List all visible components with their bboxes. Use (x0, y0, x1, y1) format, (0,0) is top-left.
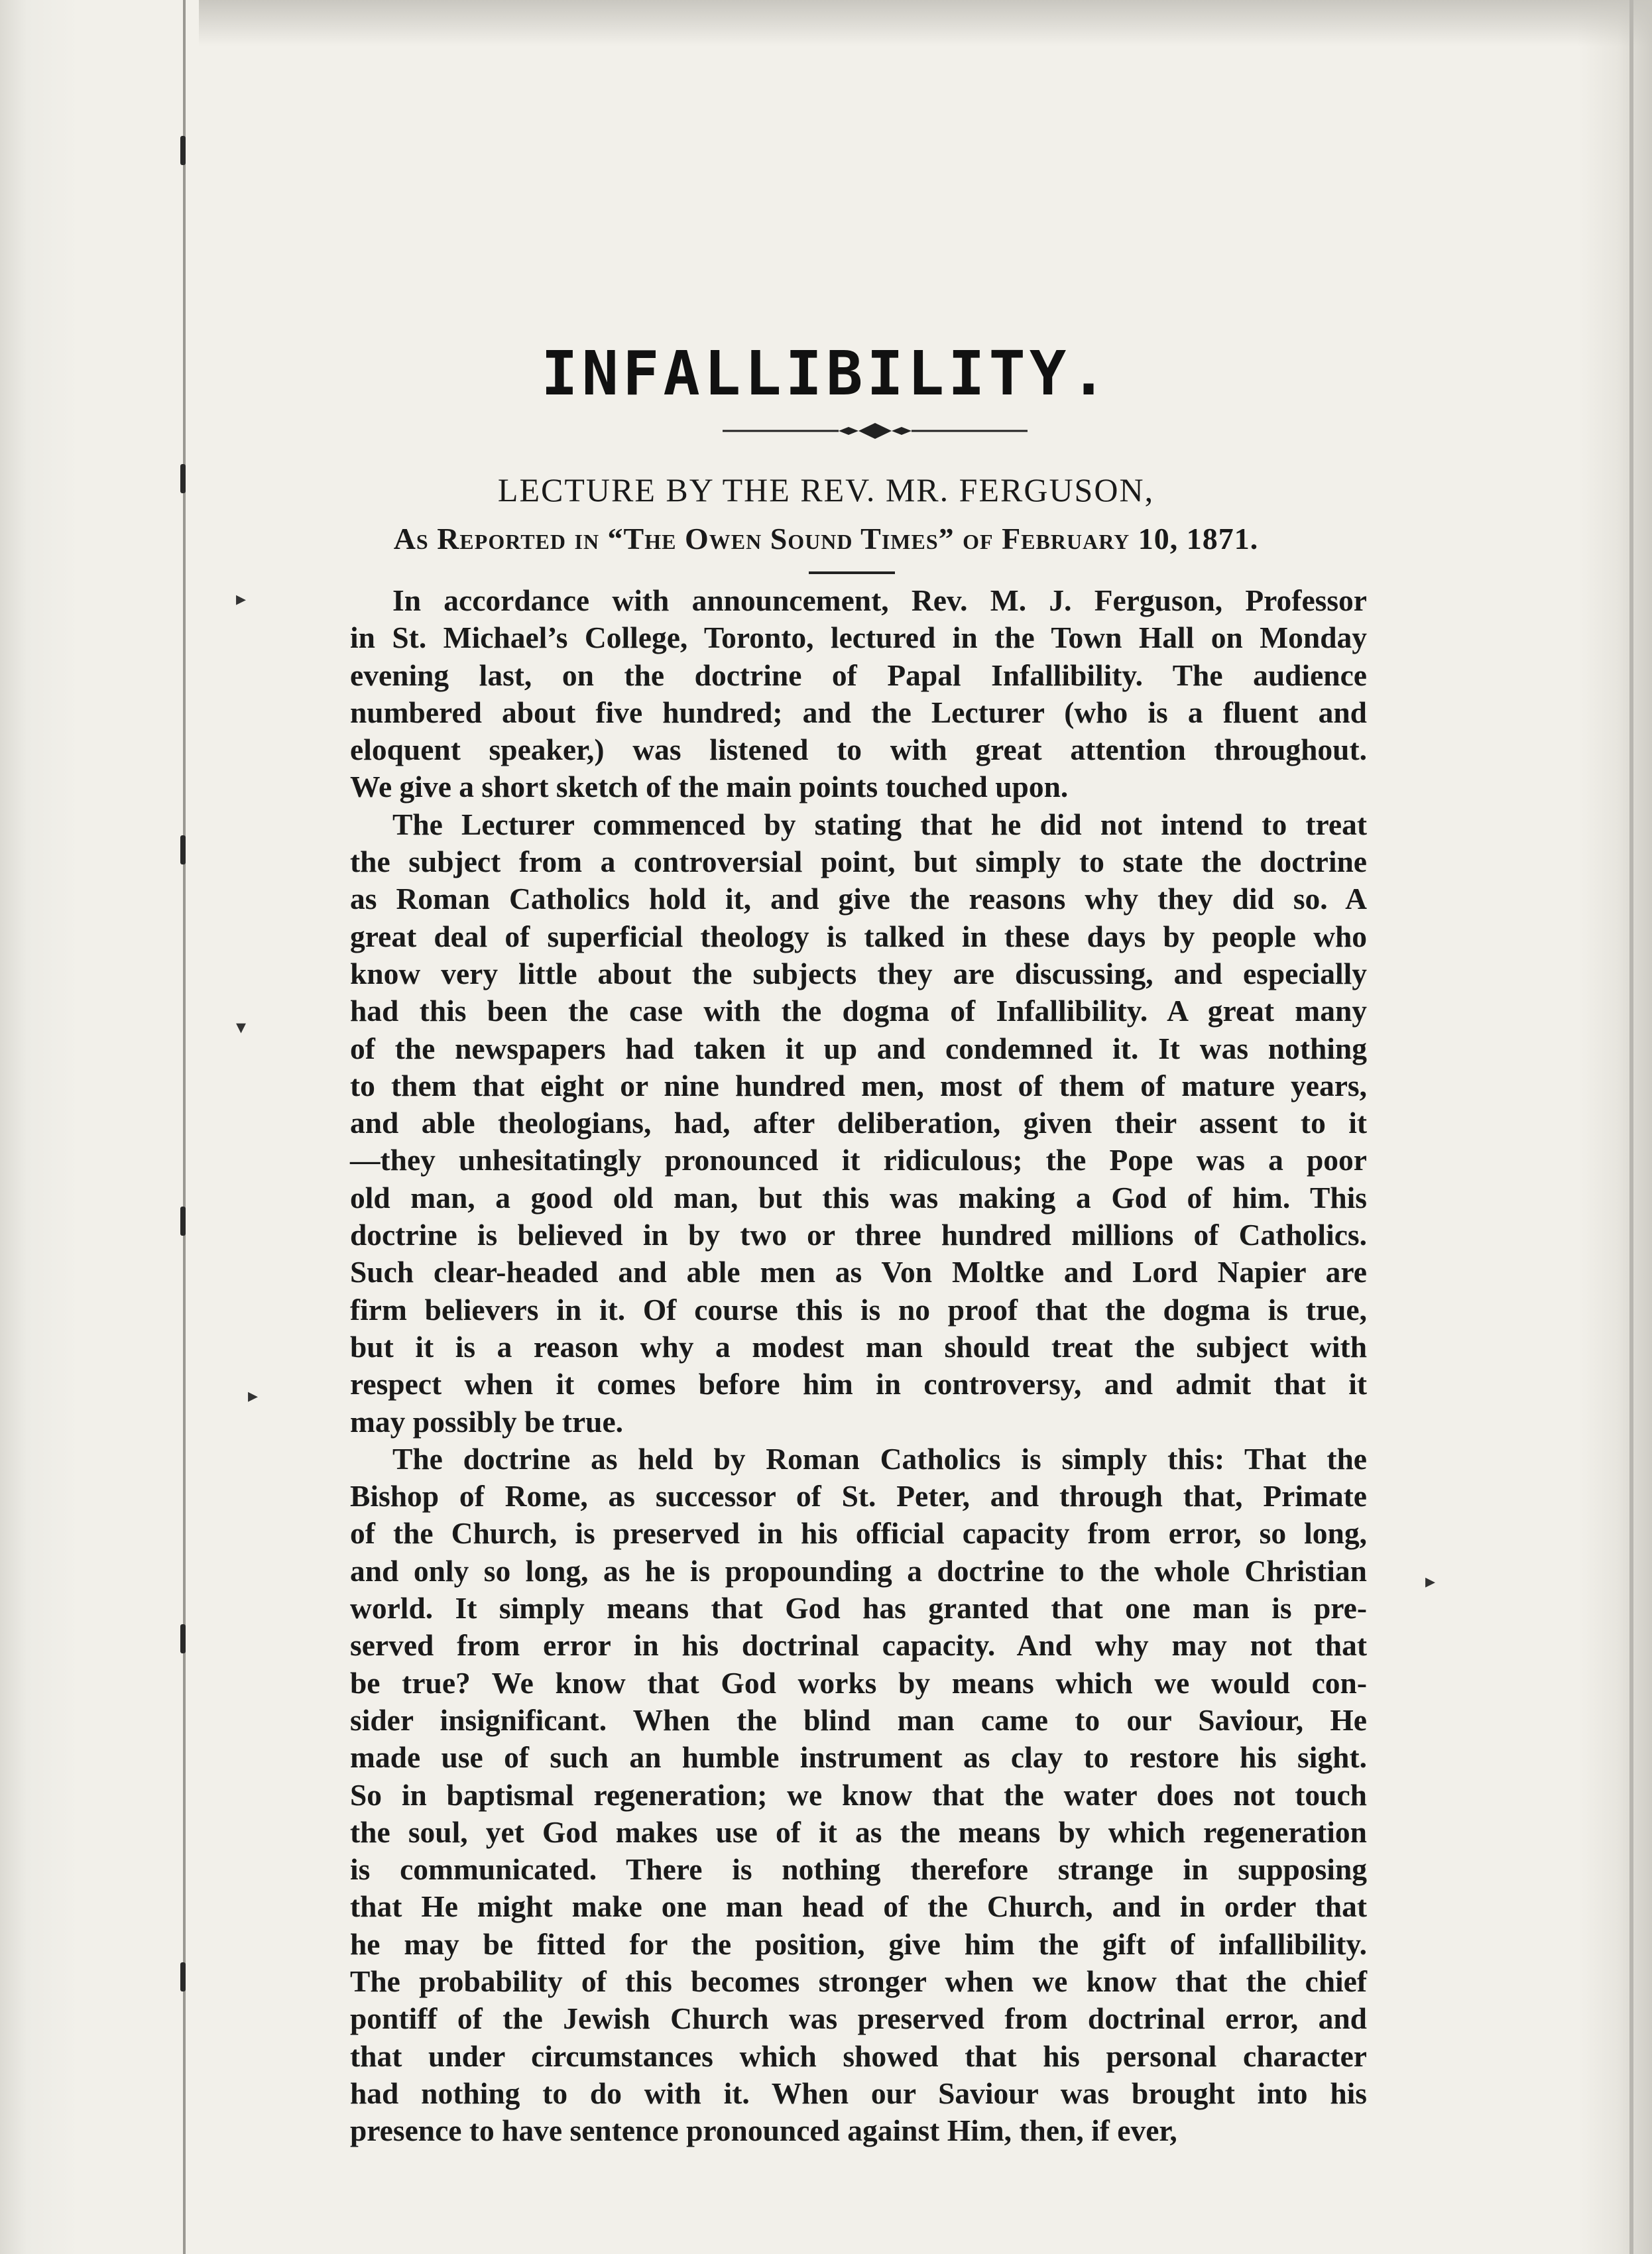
binding-mark (180, 1207, 186, 1236)
text-line: firm believers in it. Of course this is no proof that the dogma is true, (350, 1292, 1367, 1327)
text-line: may possibly be true. (350, 1404, 624, 1439)
text-line: doctrine is believed in by two or three hundred millions of Catholics. (350, 1218, 1367, 1252)
margin-mark: ▸ (236, 587, 247, 611)
text-line: made use of such an humble instrument as clay to restore his sight. (350, 1740, 1367, 1775)
text-line: be true? We know that God works by means which we would con- (350, 1665, 1367, 1700)
text-line: respect when it comes before him in controversy, and admit that it (350, 1367, 1367, 1401)
text-line: The probability of this becomes stronger when we know that the chief (350, 1964, 1367, 1998)
text-line: but it is a reason why a modest man should treat the subject with (350, 1329, 1367, 1364)
text-line: know very little about the subjects they are discussing, and especially (350, 956, 1367, 990)
text-line: had this been the case with the dogma of Infallibility. A great many (350, 994, 1367, 1028)
text-line: great deal of superficial theology is talked in these days by people who (350, 919, 1367, 953)
binding-mark (180, 1962, 186, 1991)
text-line: served from error in his doctrinal capacity. And why may not that (350, 1628, 1367, 1663)
source-text: As Reported in “The Owen Sound Times” of February 10, 1871. (393, 522, 1259, 556)
text-line: Bishop of Rome, as successor of St. Peter, and through that, Primate (350, 1479, 1367, 1513)
text-line: the soul, yet God makes use of it as the means by which regeneration (350, 1814, 1367, 1849)
text-line: —they unhesitatingly pronounced it ridiculous; the Pope was a poor (350, 1143, 1367, 1177)
text-line: numbered about five hundred; and the Lecturer (who is a fluent and (350, 695, 1367, 729)
lecture-heading: LECTURE BY THE REV. MR. FERGUSON, (497, 471, 1155, 508)
text-line: sider insignificant. When the blind man came to our Saviour, He (350, 1702, 1367, 1737)
text-line: as Roman Catholics hold it, and give the reasons why they did so. A (350, 882, 1367, 916)
text-line: the subject from a controversial point, but simply to state the doctrine (350, 845, 1367, 879)
paragraphs (350, 582, 1367, 2149)
margin-mark: ▸ (1425, 1570, 1436, 1593)
text-line: and able theologians, had, after deliberation, given their assent to it (350, 1106, 1367, 1140)
margin-mark: ▾ (236, 1016, 247, 1039)
ornament-divider (723, 418, 1028, 444)
binding-mark (180, 136, 186, 165)
text-line: and only so long, as he is propounding a doctrine to the whole Christian (350, 1553, 1367, 1588)
text-line: So in baptismal regeneration; we know that the water does not touch (350, 1777, 1367, 1812)
text-line: is communicated. There is nothing therefore strange in supposing (350, 1852, 1367, 1887)
text-line: world. It simply means that God has granted that one man is pre- (350, 1591, 1367, 1626)
text-line: eloquent speaker,) was listened to with great attention throughout. (350, 733, 1367, 767)
text-line: In accordance with announcement, Rev. M. J. Ferguson, Professor (392, 583, 1367, 617)
text-line: in St. Michael’s College, Toronto, lectured in the Town Hall on Monday (350, 621, 1367, 655)
text-line: pontiff of the Jewish Church was preserved from doctrinal error, and (350, 2001, 1367, 2036)
page-title: INFALLIBILITY. (541, 338, 1111, 409)
text-line: of the Church, is preserved in his official capacity from error, so long, (350, 1516, 1367, 1551)
text-line: The doctrine as held by Roman Catholics is simply this: That the (392, 1441, 1367, 1476)
text-line: that under circumstances which showed that his personal character (350, 2039, 1367, 2073)
text-line: to them that eight or nine hundred men, most of them of mature years, (350, 1068, 1367, 1102)
body-text (350, 582, 1367, 2149)
text-line: presence to have sentence pronounced against Him, then, if ever, (350, 2113, 1177, 2148)
text-line: Such clear-headed and able men as Von Moltke and Lord Napier are (350, 1255, 1367, 1289)
text-line: old man, a good old man, but this was making a God of him. This (350, 1180, 1367, 1215)
paragraph (350, 1441, 1367, 2150)
text-line: We give a short sketch of the main points touched upon. (350, 770, 1069, 804)
binding-mark (180, 835, 186, 864)
text-line: evening last, on the doctrine of Papal Infallibility. The audience (350, 658, 1367, 692)
text-line: The Lecturer commenced by stating that he did not intend to treat (392, 807, 1367, 841)
text-line: he may be fitted for the position, give him the gift of infallibility. (350, 1927, 1367, 1961)
paragraph (350, 806, 1367, 1441)
short-divider (809, 571, 895, 574)
paragraph (350, 582, 1367, 806)
binding-mark (180, 1624, 186, 1653)
margin-mark: ▸ (248, 1384, 259, 1407)
text-line: that He might make one man head of the Church, and in order that (350, 1889, 1367, 1924)
source-line (0, 521, 1652, 556)
scan-shadow (199, 0, 1652, 46)
text-line: of the newspapers had taken it up and condemned it. It was nothing (350, 1031, 1367, 1065)
text-line: had nothing to do with it. When our Saviour was brought into his (350, 2076, 1367, 2110)
